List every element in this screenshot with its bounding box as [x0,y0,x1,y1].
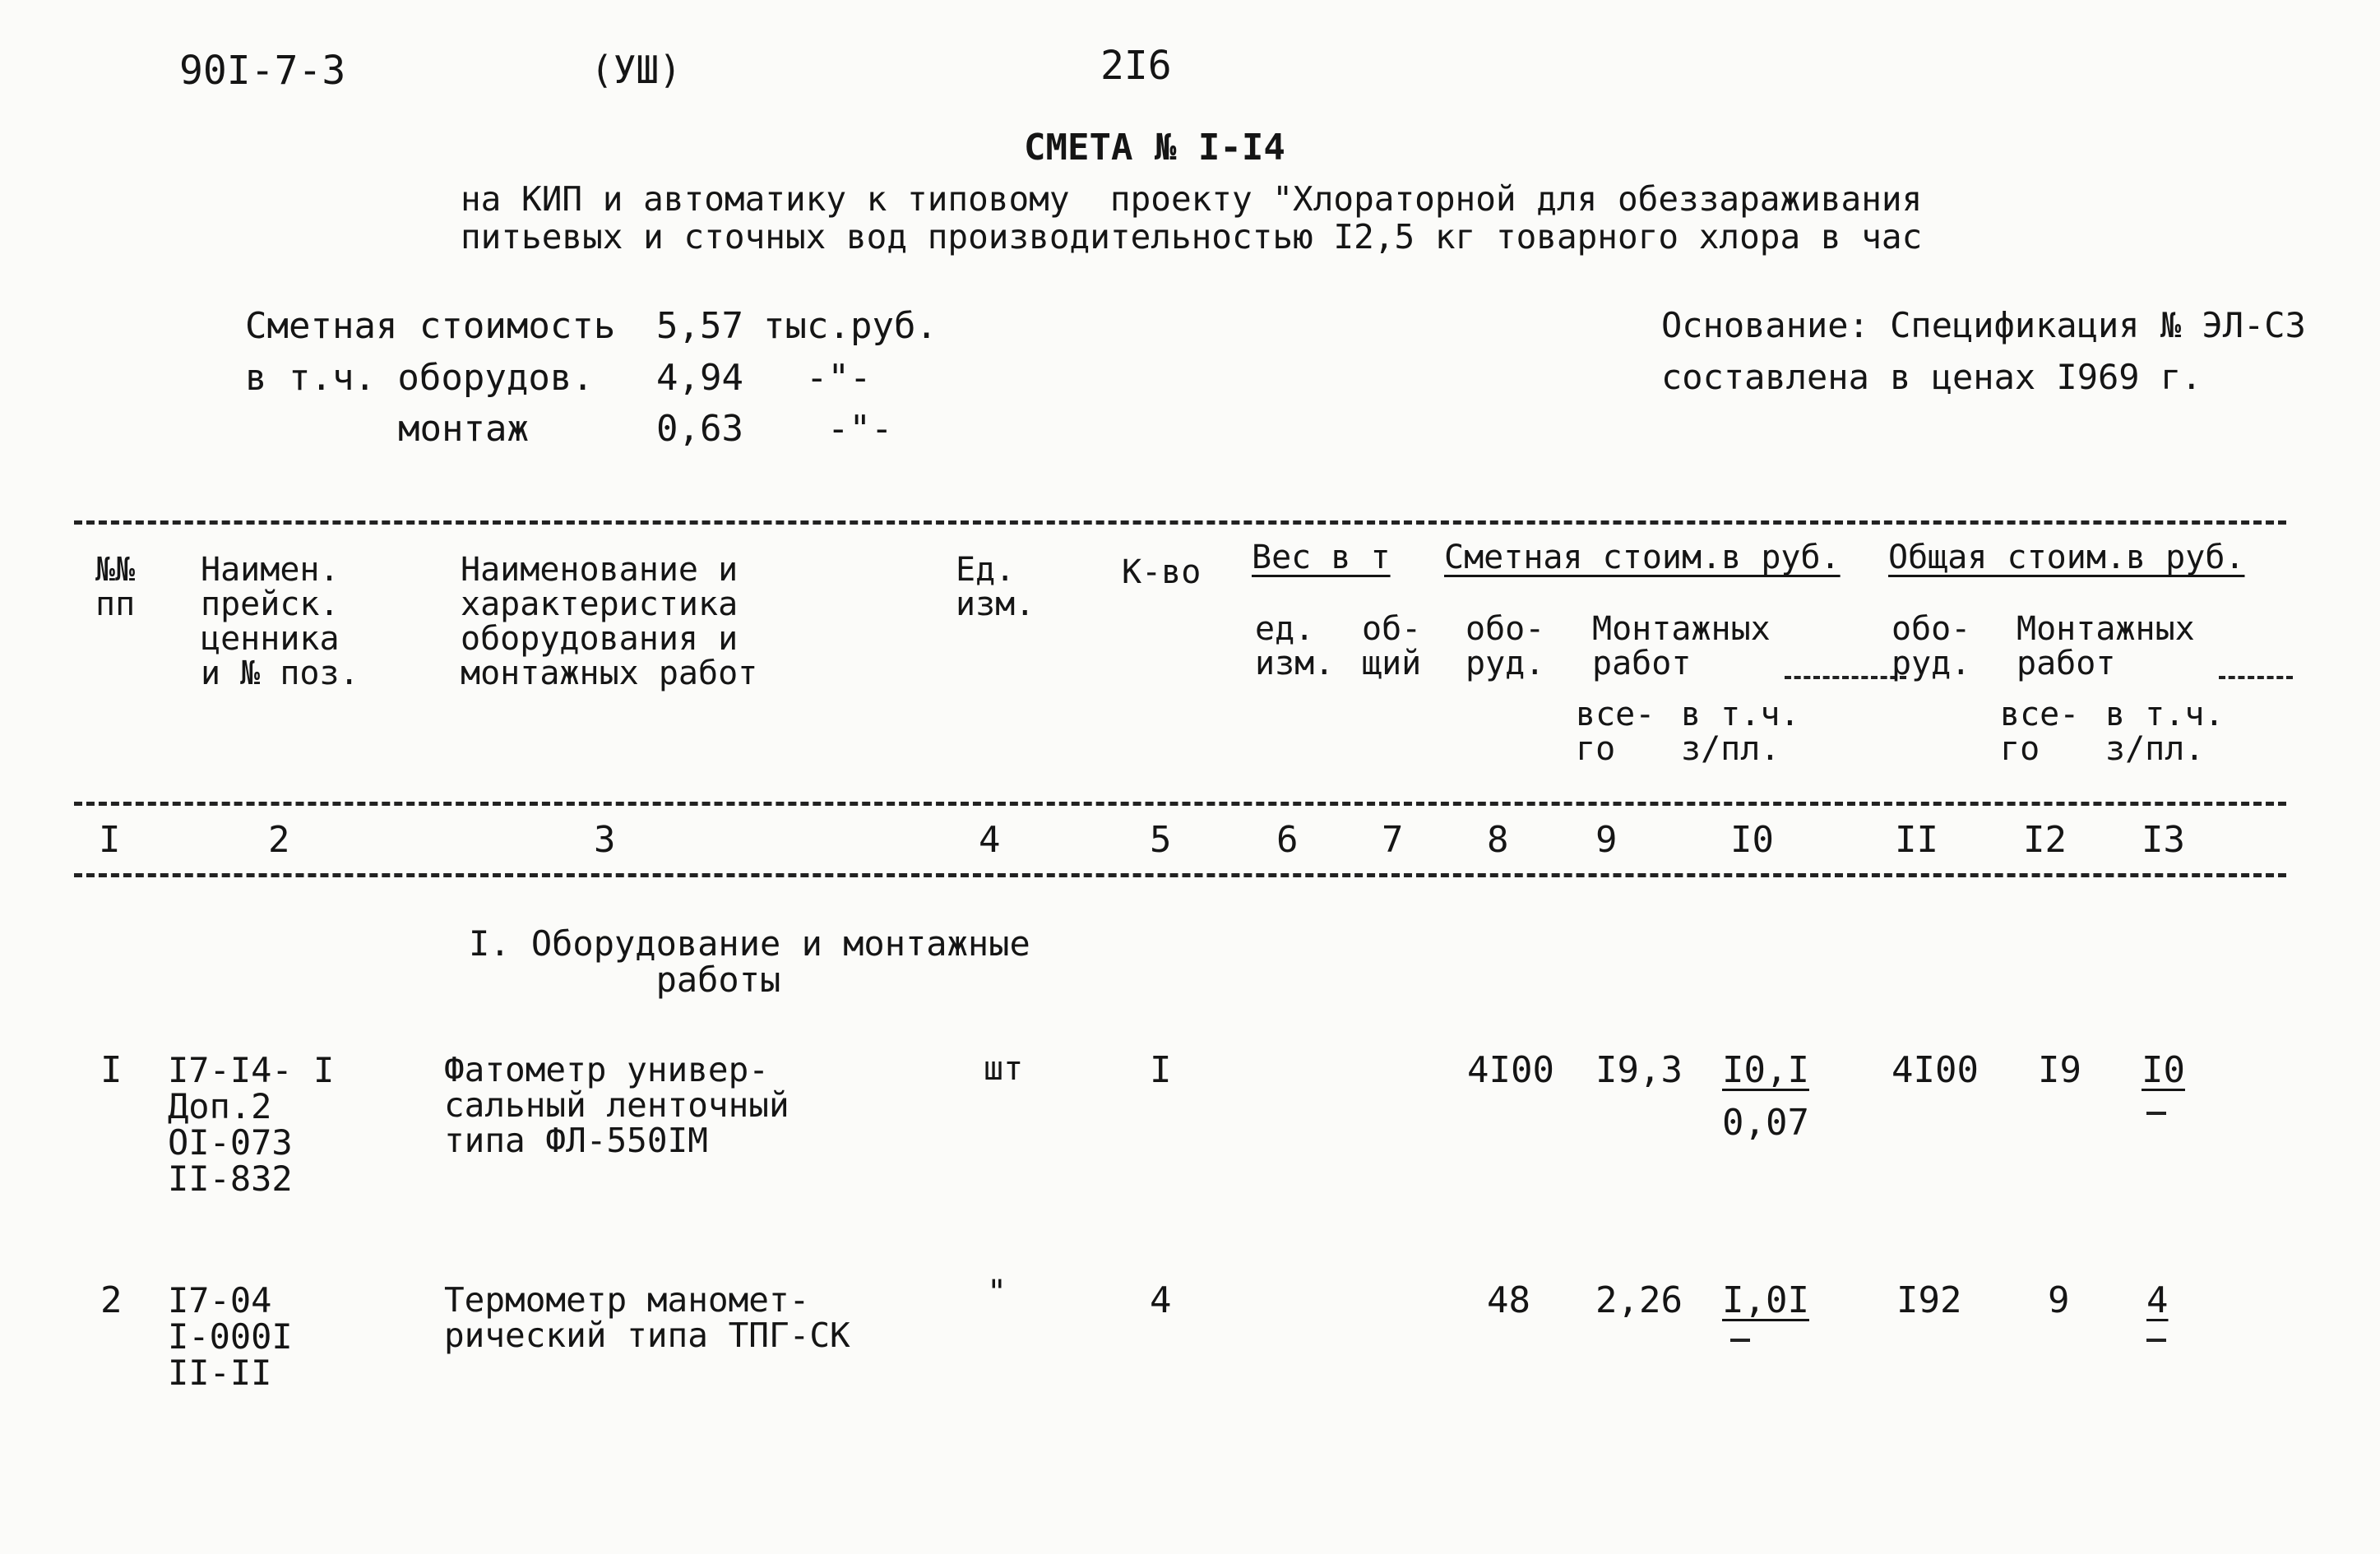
row-2-install-wage: I,0I [1722,1279,1809,1321]
header-col-12: все- го [2000,696,2080,768]
row-1-equipment-cost: 4I00 [1467,1049,1554,1091]
row-1-total-wage: I0 [2142,1049,2185,1091]
row-2-total-wage: 4 [2146,1279,2169,1321]
column-number-1: I [99,819,121,861]
row-2-total-wage-dash [2146,1339,2166,1342]
prices-year-text: составлена в ценах I969 г. [1661,357,2202,397]
equipment-unit: -"- [806,357,872,399]
header-col-13: в т.ч. з/пл. [2105,696,2225,768]
section-title: I. Оборудование и монтажные работы [469,923,1030,1001]
column-number-bottom-rule [74,873,2286,877]
column-number-2: 2 [268,819,290,861]
cost-unit: тыс.руб. [763,305,938,347]
row-1-total-install: I9 [2038,1049,2081,1091]
install-works-rule [1785,676,1906,679]
row-1-total-wage-dash [2146,1112,2166,1115]
header-col-3: Наименование и характеристика оборудования и монтажных работ [461,551,758,692]
row-1-install-total: I9,3 [1595,1049,1683,1091]
column-number-10: I0 [1730,819,1774,861]
header-col-11: обо- руд. [1891,610,1971,682]
row-1-install-wage: I0,I [1722,1049,1809,1091]
column-number-12: I2 [2023,819,2067,861]
header-col-6: ед. изм. [1255,610,1335,682]
estimate-subtitle-line1: на КИП и автоматику к типовому проекту "Хлораторной для обеззараживания [461,179,1923,219]
header-col-7: об- щий [1362,610,1422,682]
estimate-heading: СМЕТА № I-I4 [1024,127,1285,169]
install-works-total-rule [2219,676,2293,679]
header-col-5: К-во [1122,553,1202,591]
cost-value: 5,57 [656,305,743,347]
row-2-price-code: I7-04 I-000I II-II [168,1280,293,1394]
volume-number: (УШ) [590,48,682,92]
column-number-4: 4 [979,819,1001,861]
column-number-11: II [1895,819,1938,861]
row-1-unit: шт [984,1050,1024,1088]
header-weight-group: Вес в т [1252,539,1391,576]
header-total-group: Общая стоим.в руб. [1888,539,2245,576]
equipment-label: в т.ч. оборудов. [245,357,594,399]
page-number: 2I6 [1100,43,1172,89]
document-code: 90I-7-3 [179,48,346,94]
row-1-install-wage-detail: 0,07 [1722,1102,1809,1144]
equipment-value: 4,94 [656,357,743,399]
column-number-9: 9 [1595,819,1618,861]
column-number-13: I3 [2142,819,2185,861]
row-1-price-code: I7-I4- I Доп.2 ОI-073 II-832 [168,1050,335,1200]
column-number-5: 5 [1150,819,1172,861]
row-1-number: I [100,1049,123,1091]
row-2-equipment-cost: 48 [1487,1279,1530,1321]
column-number-6: 6 [1276,819,1299,861]
row-2-quantity: 4 [1150,1279,1172,1321]
header-col-8: обо- руд. [1466,610,1545,682]
row-1-total-equipment: 4I00 [1891,1049,1979,1091]
header-col-1: №№ пп [95,551,136,623]
header-col-10: в т.ч. з/пл. [1681,696,1800,768]
installation-label: монтаж [398,408,529,450]
column-number-3: 3 [594,819,616,861]
table-top-rule [74,520,2286,525]
header-col-9: все- го [1576,696,1655,768]
row-2-install-total: 2,26 [1595,1279,1683,1321]
row-2-total-equipment: I92 [1896,1279,1962,1321]
row-2-name: Термометр маномет- рический типа ТПГ-СК [444,1280,850,1356]
header-col-2: Наимен. прейск. ценника и № поз. [201,551,359,692]
basis-text: Основание: Спецификация № ЭЛ-СЗ [1661,305,2306,345]
installation-unit: -"- [827,408,893,450]
header-install-works-total: Монтажных работ [2017,610,2195,682]
installation-value: 0,63 [656,408,743,450]
header-cost-group: Сметная стоим.в руб. [1444,539,1841,576]
column-number-top-rule [74,802,2286,806]
row-2-unit: " [987,1274,1007,1311]
header-install-works: Монтажных работ [1592,610,1771,682]
row-1-quantity: I [1150,1049,1172,1091]
row-2-number: 2 [100,1279,123,1321]
row-2-install-wage-dash [1730,1339,1750,1342]
row-1-name: Фатометр универ- сальный ленточный типа ФЛ-550IМ [444,1050,789,1161]
column-number-7: 7 [1382,819,1404,861]
header-col-4: Ед. изм. [956,551,1035,623]
cost-label: Сметная стоимость [245,305,616,347]
estimate-subtitle-line2: питьевых и сточных вод производительностью I2,5 кг товарного хлора в час [461,217,1923,257]
column-number-8: 8 [1487,819,1509,861]
row-2-total-install: 9 [2048,1279,2070,1321]
